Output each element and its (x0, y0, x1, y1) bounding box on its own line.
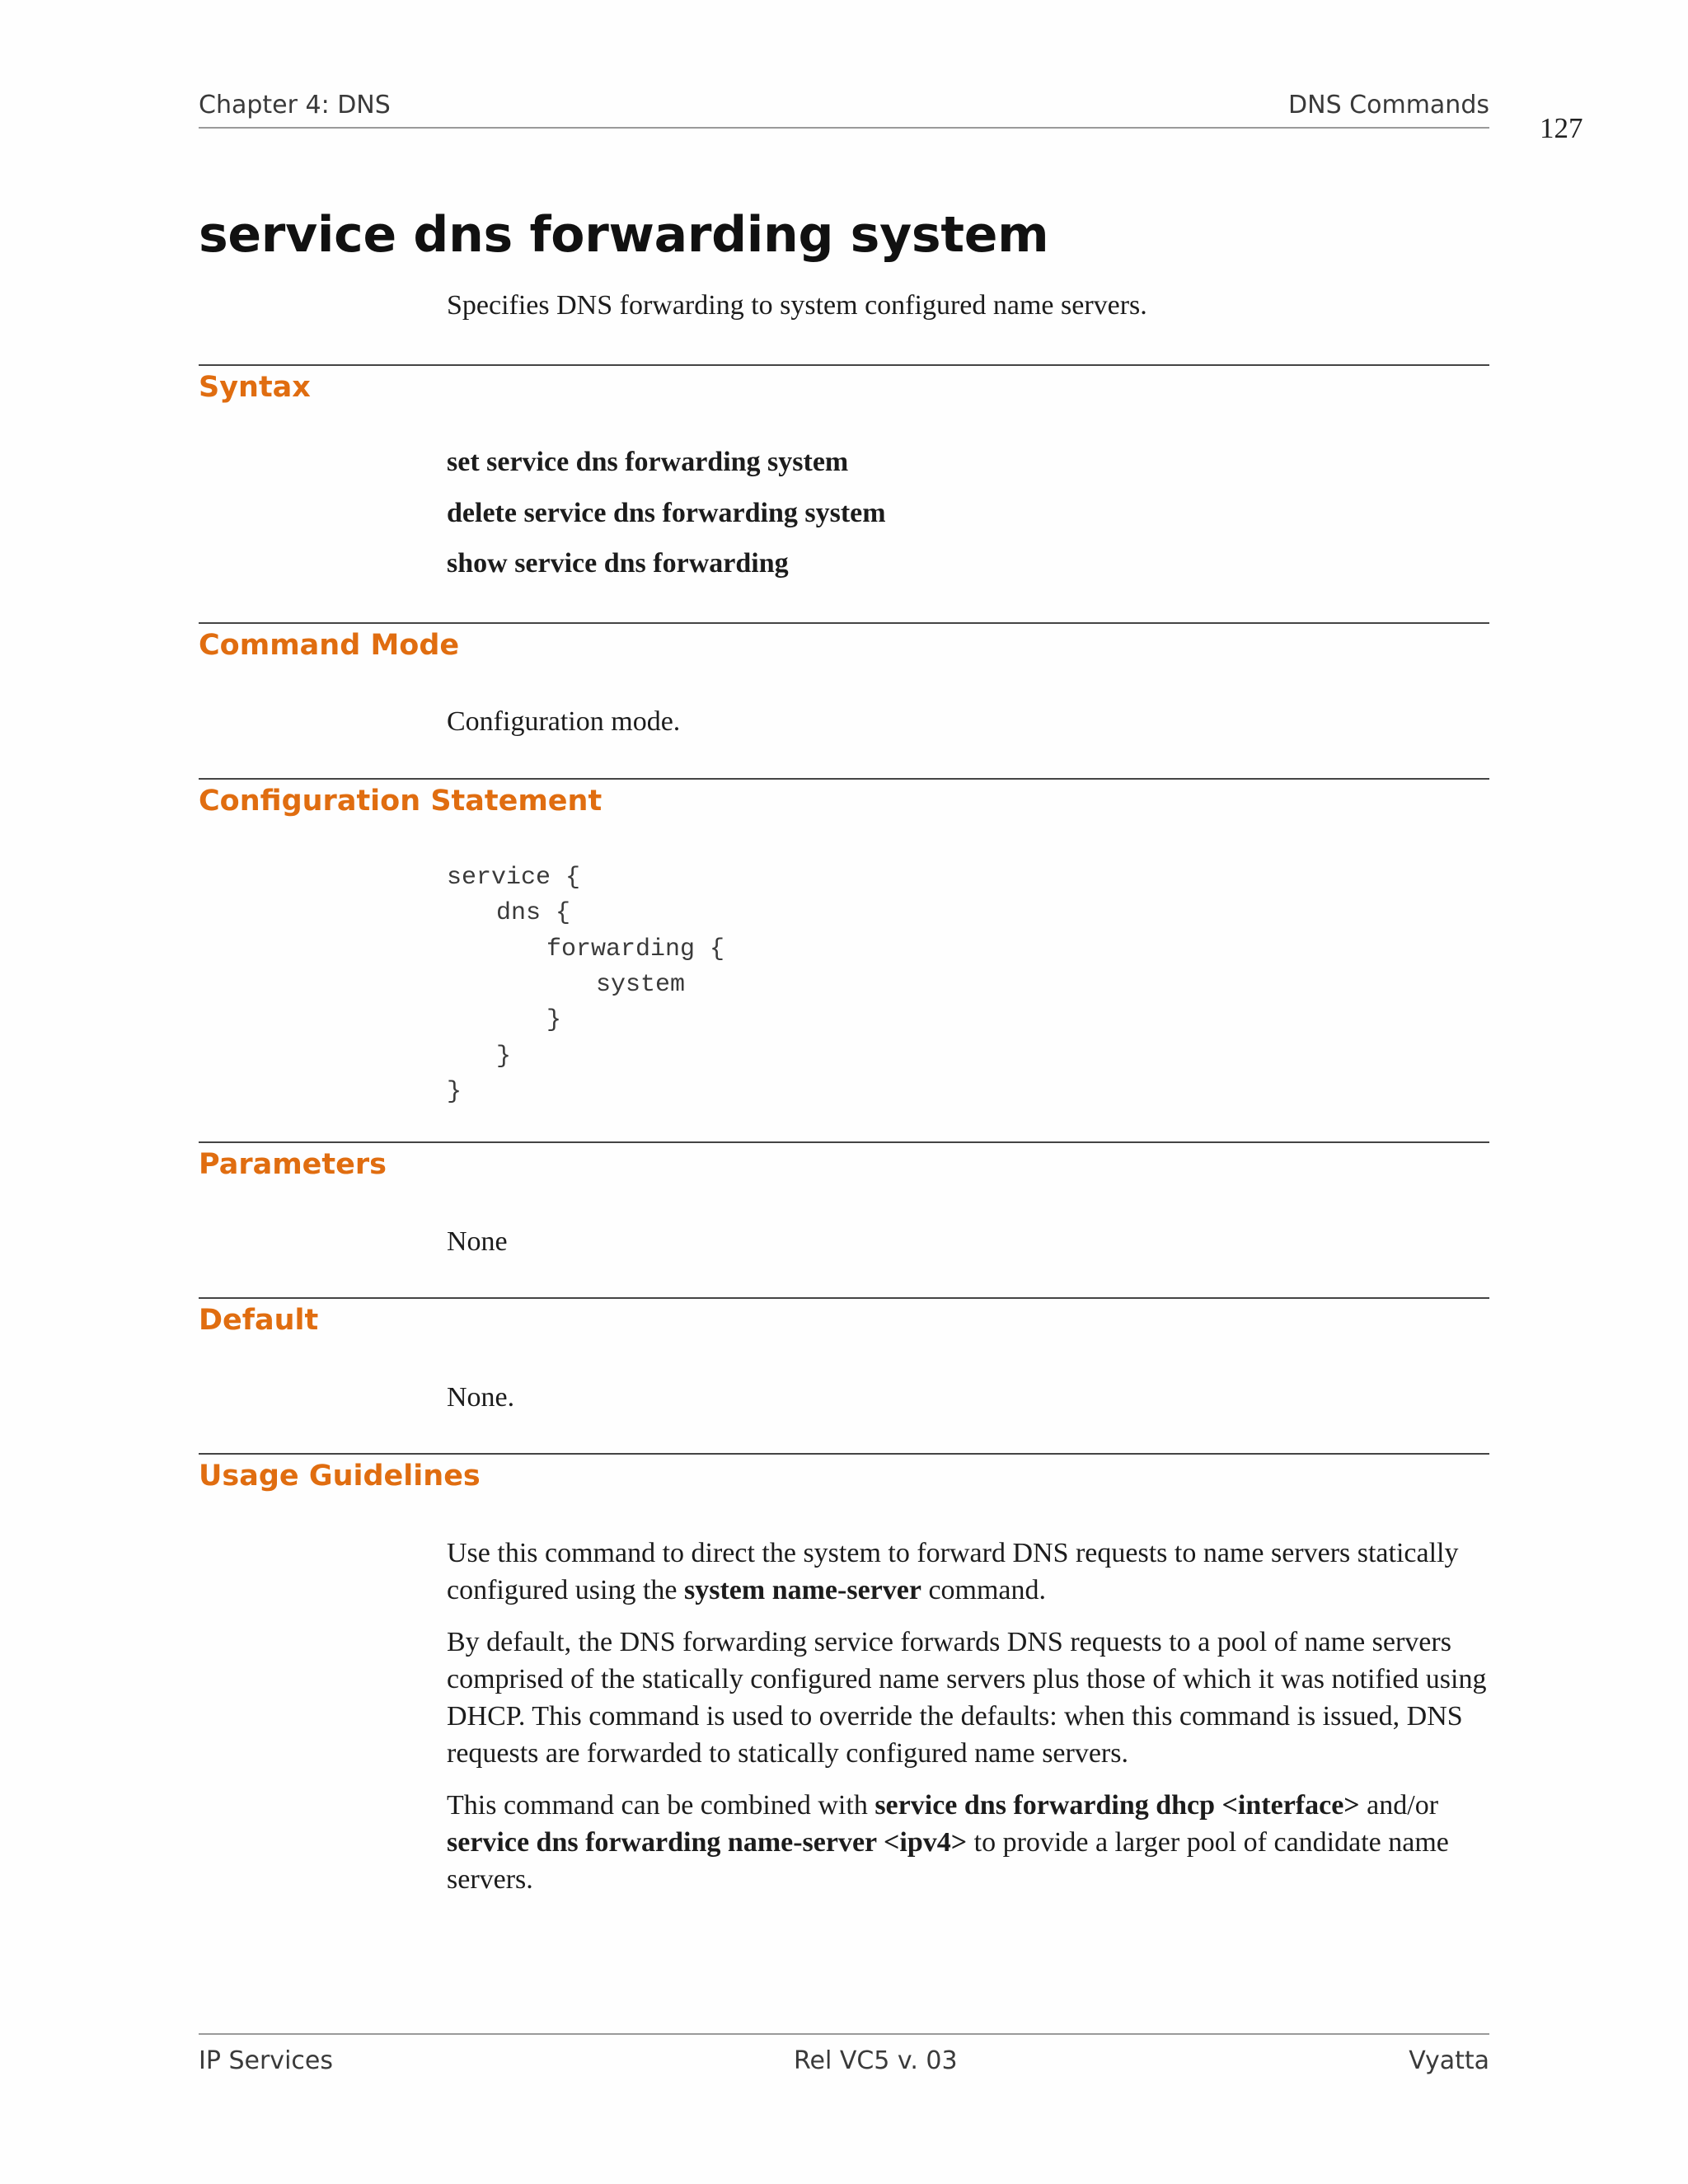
syntax-command: set service dns forwarding system (447, 447, 849, 477)
section-divider (199, 1297, 1489, 1299)
code-line: service { (447, 864, 581, 892)
usage-guidelines-heading: Usage Guidelines (199, 1460, 481, 1493)
section-divider (199, 778, 1489, 780)
section-divider (199, 622, 1489, 624)
section-divider (199, 1453, 1489, 1455)
footer-book-title: IP Services (199, 2046, 333, 2075)
code-line: dns { (496, 899, 571, 927)
footer-release: Rel VC5 v. 03 (794, 2046, 958, 2075)
usage-paragraph: By default, the DNS forwarding service forwards DNS requests to a pool of name servers comprised of the statically configured name servers plus those of which it was notified using DHCP. This command is used to override the defaults: when this command is issued, DNS requests are forwarded to statically configured name servers. (447, 1627, 1487, 1769)
section-divider (199, 1141, 1489, 1143)
parameters-heading: Parameters (199, 1148, 387, 1181)
default-heading: Default (199, 1304, 319, 1337)
configuration-statement-heading: Configuration Statement (199, 785, 603, 818)
code-line: system (596, 971, 686, 999)
syntax-command: delete service dns forwarding system (447, 498, 886, 528)
code-line: } (546, 1006, 562, 1034)
section-divider (199, 364, 1489, 366)
footer-company: Vyatta (1409, 2046, 1489, 2075)
code-line: } (496, 1043, 512, 1071)
usage-paragraph: Use this command to direct the system to forward DNS requests to name servers statically configured using the system name-server command. (447, 1538, 1459, 1605)
page-title: service dns forwarding system (199, 206, 1049, 264)
running-header-chapter: Chapter 4: DNS (199, 91, 391, 120)
syntax-heading: Syntax (199, 371, 311, 404)
command-mode-heading: Command Mode (199, 629, 460, 662)
parameters-text: None (447, 1226, 508, 1257)
syntax-command: show service dns forwarding (447, 548, 789, 579)
header-divider (199, 127, 1489, 129)
code-line: forwarding { (546, 935, 725, 963)
command-summary: Specifies DNS forwarding to system configured name servers. (447, 290, 1147, 321)
page-number: 127 (1540, 112, 1583, 144)
usage-paragraph: This command can be combined with service dns forwarding dhcp <interface> and/or service dns forwarding name-server <ipv4> to provide a larger pool of candidate name servers. (447, 1790, 1449, 1895)
command-mode-text: Configuration mode. (447, 706, 681, 737)
footer-divider (199, 2033, 1489, 2035)
code-line: } (447, 1078, 462, 1106)
default-text: None. (447, 1382, 515, 1413)
running-header-section: DNS Commands (1288, 91, 1489, 120)
